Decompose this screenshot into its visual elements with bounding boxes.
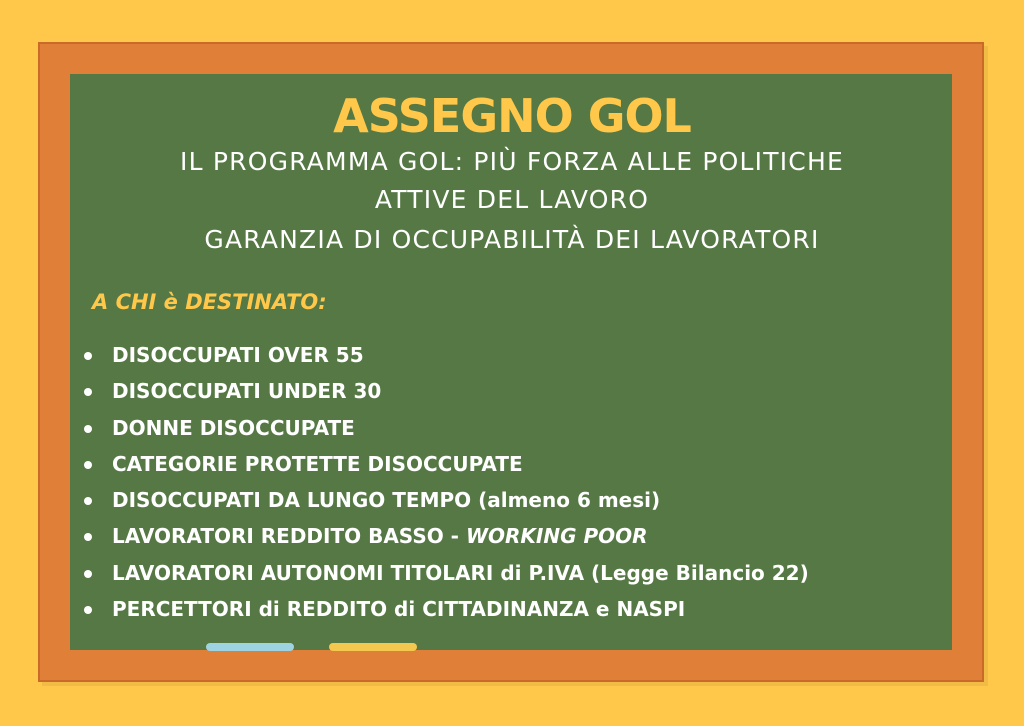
list-item — [82, 413, 809, 449]
bullet-icon — [84, 606, 92, 614]
list-item-emphasis: WORKING POOR — [465, 524, 648, 549]
list-item — [82, 594, 809, 630]
list-item-label: PERCETTORI di REDDITO di CITTADINANZA e NASPI — [112, 597, 686, 622]
subtitle-line-2: ATTIVE DEL LAVORO — [374, 185, 650, 214]
list-item-label: DISOCCUPATI DA LUNGO TEMPO (almeno 6 mesi) — [112, 488, 661, 513]
bullet-icon — [84, 570, 92, 578]
blue-chalk — [206, 643, 294, 651]
bullet-icon — [84, 425, 92, 433]
list-item-label: DISOCCUPATI UNDER 30 — [112, 379, 382, 404]
target-heading: A CHI è DESTINATO: — [92, 290, 327, 314]
bullet-icon — [84, 461, 92, 469]
bullet-icon — [84, 388, 92, 396]
list-item-label: DISOCCUPATI OVER 55 — [112, 343, 364, 367]
list-item-label: LAVORATORI AUTONOMI TITOLARI di P.IVA (Legge Bilancio 22) — [112, 560, 809, 585]
subtitle-line-3: GARANZIA DI OCCUPABILITÀ DEI LAVORATORI — [204, 225, 820, 254]
list-item-label: DONNE DISOCCUPATE — [112, 415, 355, 440]
list-item — [82, 449, 809, 485]
list-item — [82, 485, 809, 521]
list-item-label: CATEGORIE PROTETTE DISOCCUPATE — [112, 451, 523, 476]
yellow-chalk — [329, 643, 417, 651]
list-item — [82, 340, 809, 376]
bullet-icon — [84, 352, 92, 360]
page-title: ASSEGNO GOL — [333, 89, 691, 143]
bullet-icon — [84, 497, 92, 505]
beneficiaries-list — [82, 340, 809, 630]
list-item-label: LAVORATORI REDDITO BASSO - — [112, 524, 466, 549]
subtitle-line-1: IL PROGRAMMA GOL: PIÙ FORZA ALLE POLITICHE — [180, 147, 844, 176]
bullet-icon — [84, 533, 92, 541]
list-item — [82, 376, 809, 412]
list-item — [82, 521, 809, 557]
list-item — [82, 558, 809, 594]
